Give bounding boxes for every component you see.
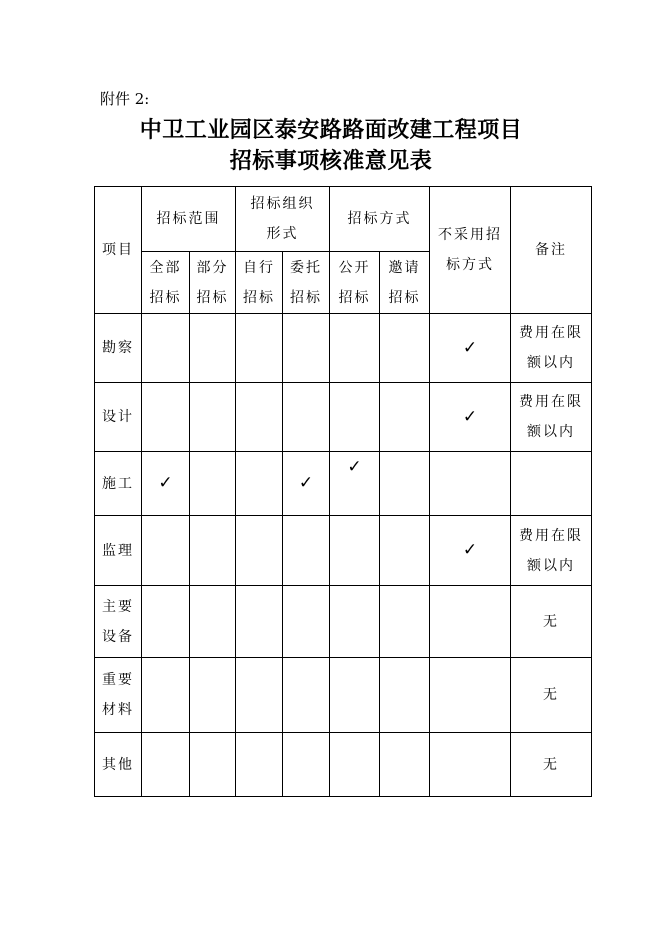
cell — [430, 658, 511, 733]
cell — [380, 658, 430, 733]
cell — [236, 383, 283, 452]
remark-line-2: 额以内 — [527, 557, 575, 574]
sub-line-1: 全部 — [149, 259, 182, 276]
cell — [236, 452, 283, 516]
cell — [330, 658, 380, 733]
cell — [283, 452, 330, 516]
row-remark — [511, 452, 592, 516]
row-name-line-1: 重要 — [102, 672, 134, 688]
cell — [380, 383, 430, 452]
cell — [236, 733, 283, 797]
row-remark — [511, 383, 592, 452]
sub-line-1: 部分 — [196, 259, 229, 276]
cell — [190, 314, 236, 383]
cell — [430, 452, 511, 516]
cell — [430, 586, 511, 658]
cell — [330, 383, 380, 452]
header-project: 项目 — [95, 187, 142, 314]
row-remark — [511, 516, 592, 586]
cell — [330, 452, 380, 516]
row-name — [95, 658, 142, 733]
remark-line-1: 费用在限 — [519, 325, 583, 341]
row-remark: 无 — [511, 586, 592, 658]
cell — [283, 586, 330, 658]
row-name-line-2: 材料 — [102, 702, 134, 718]
cell — [236, 586, 283, 658]
cell — [190, 658, 236, 733]
cell — [330, 516, 380, 586]
cell — [190, 452, 236, 516]
sub-line-2: 招标 — [149, 289, 182, 306]
header-no-tender — [430, 187, 511, 314]
sub-line-1: 自行 — [243, 259, 275, 276]
row-name: 施工 — [95, 452, 142, 516]
approval-table — [94, 186, 592, 797]
remark-line-1: 费用在限 — [519, 394, 583, 410]
remark-line-2: 额以内 — [527, 355, 575, 371]
sub-line-1: 委托 — [290, 259, 322, 276]
cell — [330, 586, 380, 658]
page-title-line-2: 招标事项核准意见表 — [229, 148, 433, 174]
cell — [283, 516, 330, 586]
cell — [283, 383, 330, 452]
cell — [283, 658, 330, 733]
table-row — [95, 733, 592, 797]
cell — [283, 733, 330, 797]
header-remarks: 备注 — [511, 187, 592, 314]
cell — [380, 516, 430, 586]
sub-line-2: 招标 — [243, 289, 275, 306]
cell — [430, 314, 511, 383]
cell — [430, 733, 511, 797]
table-row — [95, 516, 592, 586]
cell — [190, 516, 236, 586]
cell — [142, 516, 190, 586]
table-row — [95, 383, 592, 452]
check-icon: ✓ — [462, 337, 478, 358]
row-name: 监理 — [95, 516, 142, 586]
header-sub-full — [142, 252, 190, 314]
cell — [283, 314, 330, 383]
sub-line-2: 招标 — [290, 289, 322, 306]
cell — [142, 733, 190, 797]
header-sub-open — [330, 252, 380, 314]
cell — [380, 586, 430, 658]
remark-line-1: 费用在限 — [519, 527, 583, 544]
row-name-line-2: 设备 — [102, 628, 134, 645]
page-title-line-1: 中卫工业园区泰安路路面改建工程项目 — [139, 117, 523, 143]
check-icon: ✓ — [462, 540, 478, 560]
row-name: 设计 — [95, 383, 142, 452]
header-sub-invited — [380, 252, 430, 314]
cell — [430, 516, 511, 586]
sub-line-1: 公开 — [338, 259, 371, 276]
header-org-form-line-2: 形式 — [266, 226, 299, 242]
cell — [430, 383, 511, 452]
row-name: 勘察 — [95, 314, 142, 383]
header-sub-entrusted — [283, 252, 330, 314]
row-remark — [511, 314, 592, 383]
header-no-tender-line-2: 标方式 — [446, 257, 494, 273]
header-org-form — [236, 187, 330, 252]
header-row-1 — [95, 187, 592, 252]
row-remark: 无 — [511, 733, 592, 797]
header-scope: 招标范围 — [142, 187, 236, 252]
cell — [142, 314, 190, 383]
table-row — [95, 586, 592, 658]
header-sub-partial — [190, 252, 236, 314]
row-name: 其他 — [95, 733, 142, 797]
header-no-tender-line-1: 不采用招 — [438, 227, 502, 243]
cell — [190, 733, 236, 797]
check-icon: ✓ — [347, 457, 362, 477]
cell — [236, 658, 283, 733]
sub-line-1: 邀请 — [388, 259, 421, 276]
sub-line-2: 招标 — [388, 289, 421, 306]
cell — [142, 383, 190, 452]
remark-line-2: 额以内 — [527, 424, 575, 440]
check-icon: ✓ — [462, 406, 478, 427]
cell — [190, 586, 236, 658]
table-row — [95, 658, 592, 733]
cell — [380, 452, 430, 516]
cell — [142, 586, 190, 658]
cell — [380, 314, 430, 383]
header-sub-self — [236, 252, 283, 314]
attachment-label: 附件 2: — [100, 90, 150, 108]
cell — [236, 314, 283, 383]
table-row — [95, 314, 592, 383]
row-name — [95, 586, 142, 658]
check-icon: ✓ — [158, 473, 173, 493]
row-remark: 无 — [511, 658, 592, 733]
sub-line-2: 招标 — [338, 289, 371, 306]
header-method: 招标方式 — [330, 187, 430, 252]
cell — [330, 314, 380, 383]
cell — [380, 733, 430, 797]
cell — [236, 516, 283, 586]
table-row — [95, 452, 592, 516]
cell — [142, 452, 190, 516]
cell — [330, 733, 380, 797]
row-name-line-1: 主要 — [102, 598, 134, 615]
header-org-form-line-1: 招标组织 — [250, 196, 315, 212]
cell — [142, 658, 190, 733]
cell — [190, 383, 236, 452]
check-icon: ✓ — [298, 473, 314, 493]
sub-line-2: 招标 — [196, 289, 229, 306]
